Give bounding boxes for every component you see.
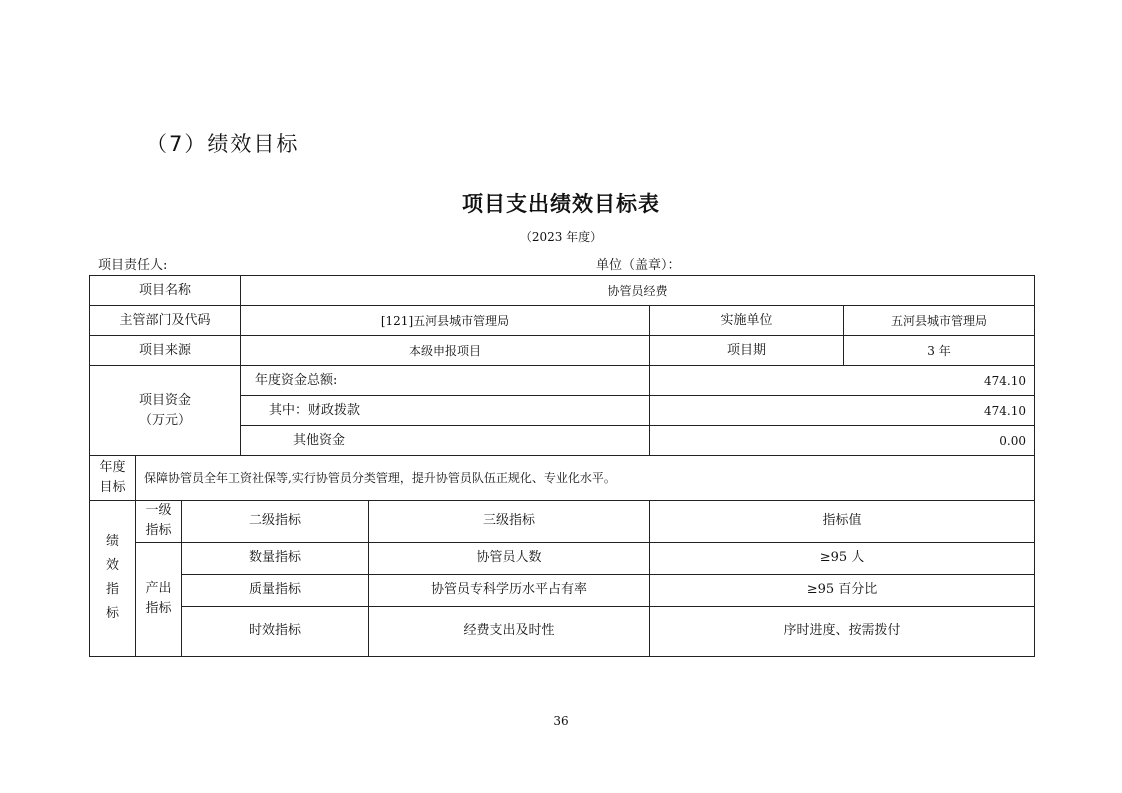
period-value: 3 年 [844, 336, 1035, 366]
table-title: 项目支出绩效目标表 [462, 192, 660, 216]
annual-goal-value: 保障协管员全年工资社保等,实行协管员分类管理，提升协管员队伍正规化、专业化水平。 [136, 456, 1035, 500]
output-label-line1: 产出 [145, 581, 172, 597]
row-annual-total [90, 366, 1035, 396]
responsible-person-label: 项目责任人: [98, 258, 168, 273]
level2-indicator: 质量指标 [182, 574, 369, 606]
level1-header [136, 500, 182, 542]
funds-label [90, 366, 241, 456]
indicator-section-char: 绩 [105, 534, 119, 550]
level3-indicator: 经费支出及时性 [369, 606, 650, 656]
other-funds-value: 0.00 [650, 426, 1035, 456]
other-funds-label: 其他资金 [241, 426, 650, 456]
indicator-section-char: 标 [105, 606, 119, 622]
table-year: （2023 年度） [519, 230, 603, 244]
indicator-section-char: 指 [105, 582, 119, 598]
funds-label-line2: （万元） [138, 412, 191, 428]
indicator-section-label [90, 500, 136, 656]
indicator-section-char: 效 [105, 558, 119, 574]
project-name-label: 项目名称 [90, 276, 241, 306]
level2-header: 二级指标 [182, 500, 369, 542]
source-value: 本级申报项目 [241, 336, 650, 366]
level2-indicator: 时效指标 [182, 606, 369, 656]
indicator-value: ≥95 百分比 [650, 574, 1035, 606]
project-name-value: 协管员经费 [241, 276, 1035, 306]
level3-header: 三级指标 [369, 500, 650, 542]
output-indicator-label [136, 542, 182, 656]
annual-total-label: 年度资金总额: [241, 366, 650, 396]
level3-indicator: 协管员专科学历水平占有率 [369, 574, 650, 606]
row-annual-goal [90, 456, 1035, 500]
annual-goal-label-line2: 目标 [99, 480, 126, 496]
unit-seal-label: 单位（盖章）： [596, 258, 681, 273]
fiscal-label: 其中：财政拨款 [241, 396, 650, 426]
indicator-row [90, 542, 1035, 574]
level2-indicator: 数量指标 [182, 542, 369, 574]
section-heading: （7）绩效目标 [146, 132, 300, 156]
performance-goal-table [89, 275, 1035, 657]
row-source [90, 336, 1035, 366]
page-number: 36 [553, 714, 569, 728]
indicator-value: 序时进度、按需拨付 [650, 606, 1035, 656]
level1-header-line1: 一级 [145, 503, 172, 519]
output-label-line2: 指标 [145, 601, 172, 617]
implementing-unit-value: 五河县城市管理局 [844, 306, 1035, 336]
implementing-unit-label: 实施单位 [650, 306, 844, 336]
department-value: [121]五河县城市管理局 [241, 306, 650, 336]
source-label: 项目来源 [90, 336, 241, 366]
value-header: 指标值 [650, 500, 1035, 542]
level3-indicator: 协管员人数 [369, 542, 650, 574]
annual-goal-label [90, 456, 136, 500]
annual-total-value: 474.10 [650, 366, 1035, 396]
indicator-value: ≥95 人 [650, 542, 1035, 574]
row-indicator-headers [90, 500, 1035, 542]
row-department [90, 306, 1035, 336]
indicator-row [90, 606, 1035, 656]
department-label: 主管部门及代码 [90, 306, 241, 336]
period-label: 项目期 [650, 336, 844, 366]
fiscal-value: 474.10 [650, 396, 1035, 426]
indicator-row [90, 574, 1035, 606]
annual-goal-label-line1: 年度 [99, 460, 126, 476]
level1-header-line2: 指标 [145, 523, 172, 539]
funds-label-line1: 项目资金 [138, 392, 191, 408]
row-project-name [90, 276, 1035, 306]
